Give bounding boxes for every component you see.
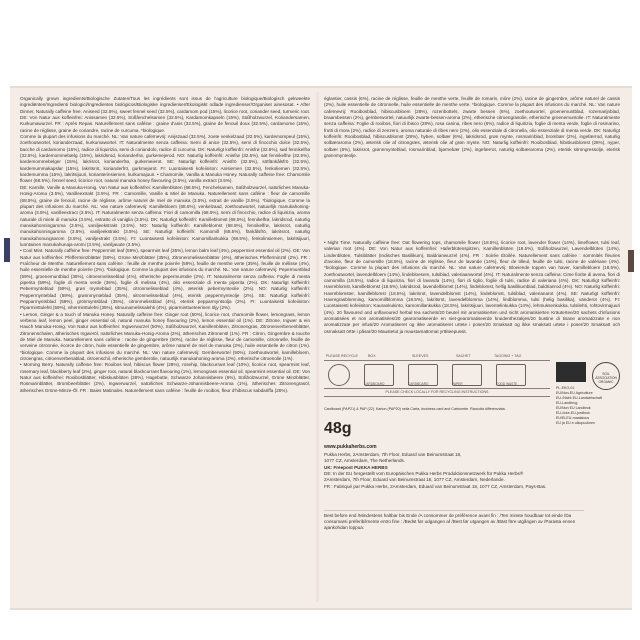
recycling-table: [324, 352, 550, 408]
material-sachet: PAPER: [452, 382, 463, 386]
eu-code-line: EU/Ei-EU-maatalous: [556, 416, 590, 420]
panel-bottom-edge: [10, 608, 632, 610]
recycling-header: [324, 352, 550, 361]
eu-organic-leaf-icon: [556, 362, 586, 382]
eu-code-line: EU ja EU:n ulkopuolinen: [556, 421, 595, 425]
eu-code-line: EU/Non EU Landbruk: [556, 406, 591, 410]
center-fold: [316, 92, 319, 602]
material-box: CARDBOARD: [364, 382, 385, 386]
left-tab: [4, 238, 10, 262]
address-line: 2Amsterdam, 7th Floor, Eduard van Beinumstraat 18, 1077 CZ, Amsterdam, Nederlande.: [324, 477, 505, 483]
ingredients-paragraph: • Cool Mint. Naturally caffeine free: Peppermint leaf (59%), spearmint leaf (35%), lemon balm leaf (4%), peppermint essential oil (2%). DE: Von Natur aus koffeinfrei: Pfefferminzblätter (59%), Grüne Minzblätter (35%), Zitronenmelissenblätter (4%), ätherisches Pfefferminzöl (2%). FR : Fraîcheur de Menthe. Naturellement sans caféine : feuille de menthe poivrée (59%), feuille de menthe verte (35%), feuille de mélisse (4%), huile essentielle de menthe poivrée (2%). *biologique. Comme la plupart des infusions du marché. NL: Van nature cafeïnevrij: Pepermuntblad (59%), groenemuntblad (35%), citroenmelisseblad (4%), etherische pepermuntolie (2%). IT: Naturalmente senza caffeina: Foglie di menta piperita (59%), foglie di menta verde (35%), foglie di melissa (4%), olio essenziale di menta piperita (2%). DK: Naturligt koffeinfri: Pebermynteblad (59%), grøn mynteblad (35%), citronmelisseblad (4%), æterisk pebermynteolie (2%). NO: Naturlig koffeinfri: Peppermynteblad (59%), grønnmynteblad (35%), sitronmelisseblad (4%), eterisk peppermynteolje (2%). SE: Naturligt koffeinfri: Pepparmyntsblad (59%), grönmyntsblad (35%), citronmelissblad (4%), eterisk pepparmyntsolja (2%). FI: Luontaisesti kofeiiniton: Piparminttulehti (59%), viherminttulehti (35%), sitruunamelissalehti (4%), piparminttueteerinen öljy (2%).: [20, 248, 310, 311]
address-line: UK: Freepost PUKKA HERBS: [324, 464, 388, 470]
eu-code-line: EU-/icke-EU-jordbruk: [556, 411, 590, 415]
eu-code-line: EU/Non-EU Agriculture: [556, 391, 593, 395]
recycle-col-sleeves: SLEEVES: [412, 354, 429, 358]
address-line: FR : Fabriqué par Pukka Herbs, 2Amsterdam, Eduard van Beinumstraat 18, 1077 CZ, Amsterdam, Pays-Bas.: [324, 483, 547, 489]
address-line: 1077 CZ, Amsterdam, The Netherlands.: [324, 458, 406, 464]
recycling-footer: PLEASE CHECK LOCALLY FOR RECYCLING INSTRUCTIONS: [324, 388, 550, 397]
website: www.pukkaherbs.com: [324, 444, 377, 450]
material-tag: FOOD WASTE: [496, 382, 518, 386]
recycle-icon: [328, 364, 350, 386]
ingredients-paragraph: • Morning Berry. Naturally caffeine free: Rooibos leaf, hibiscus flower (28%), rosehip, blackcurrant leaf (10%), licorice root, spearmint leaf, rosemary leaf, blackberry leaf (2%), ginger root, natural blackcurrant flavouring (1%), lemongrass essential oil, spearmint essential oil. DE: Von Natur aus koffeinfrei: Rooibosblätter, Hibiskusblüten (28%), Hagebutte, Schwarze Johannisbeere (6%), Süßholzwurzel, Grüne Minzblätter, Rosmarinblätter, Brombeerblätter (2%), Ingwerwurzel, natürliches Schwarze-Johannisbeere-Aroma (1%), ätherisches Zitronengrasöl, ätherisches Grüne-Minze-Öl. FR : Baies Matinales. Naturellement sans caféine : feuille de rooibos, fleur d'hibiscus sabdariffa (28%).: [20, 362, 310, 393]
eu-code-line: EU-/Nicht-EU-Landwirtschaft: [556, 396, 602, 400]
ingredients-right-column: [324, 96, 620, 238]
material-sleeve: CARDBOARD: [408, 382, 429, 386]
recycle-col-tag: TAGGING + TAG: [494, 354, 522, 358]
ingredients-paragraph: • Night Time. Naturally caffeine free: Oat flowering tops, chamomile flower (18.5%), licorice root, lavender flower (14%), limeflower, tulsi leaf, valerian root (4%). DE: Von Natur aus koffeinfrei: Haferblütenspitzen, Kamillenblüten (18.5%), Süßholzwurzel, Lavendelblüten (14%), Lindenblüten, Tulsiblätter (Indisches Basilikum), Baldrianwurzel (4%). FR : Soirée Étoilée. Naturellement sans caféine : sommités fleuries d'avoine, fleur de camomille (18.5%), racine de réglisse, fleur de lavande (14%), fleur de tilleul, feuille de tulsi, racine de valériane (4%). *biologique. Comme la plupart des infusions du marché. NL: Van nature cafeïnevrij: Bloeiende toppen van haver, kamillebloem (18.5%), zoethoutwortel, lavendelbloem (14%), lindebloesem, tulsiblad, valeriaanwortel (4%). IT: Naturalmente senza caffeina: Cime fiorite di avena, fiori di camomilla (18.5%), radice di liquirizia, fiori di lavanda (14%), fiori di tiglio, foglie di tulsi, radice di valeriana (4%). DK: Naturligt koffeinfri: Havreblomst, kamilleblomst (18.5%), lakridsrod, lavendelblomst (14%), lindeblomst, hellig basilikumblad, baldrianrod (4%). NO: Naturlig koffeinfri: Havreblomster, kamilleblomst (18.5%), lakrisrot, lavendelblomst (14%), lindeblomst, tulsiblad, valerianarot (4%). SE: Naturligt koffeinfri: Havregrasblomning, kamomillblomma (18.5%), lakritsrot, lavendelblomma (14%), lindblomma, tulsi (helig basilika), vänderot (4%). FI: Luontaisesti kofeiiniton: Kaurankukinto, kamomillankukka (18.5%), lakritsijuuri, laventelinkukka (14%), lehmuksenkukka, tulsilehti, rohtovirmajuuri (4%). 20 flavoured and unflavoured herbal tea sachets/20 beutel mit aromatisierten und nicht aromatisierten Kräutertee/20 sachets d'infusions aromatisées et non aromatisées/20 gearomatiseerde en niet-gearomatiseerde kruidenthezakjes/20 bustine di tisane aromatizzate e non aromatizzate per infusi/20 Aromatiseret og ikke aromatiseret urtete i poser/20 Smaksatt og ikke smaksatt urtete i poser/20 Smaksatt och osmaksatt örtte i påsar/20 Maustetut ja maustamattomat yrttiteepussit.: [324, 240, 620, 334]
eu-code-line: PL-EKO-01: [556, 386, 575, 390]
soil-association-logo: SOIL ASSOCIATION ORGANIC: [592, 362, 620, 390]
ingredients-paragraph: Comme la plupart des infusions du marché. NL: Van nature cafeïnevrij: Anijszaad (32.5%), zoete venkelzaad (32.5%), kardemompeul (15%), zoethoutwortel, korianderzaad, kurkumawortel. IT: Naturalmente senza caffeina: Semi di anice (32.5%), semi di finocchio dolce (32.5%), bacche di cardamomo (15%), radice di liquirizia, semi di coriandolo, radice di curcuma. DK: Naturligt koffeinfri: Anisfrø (32.5%), sød fennikelfrø (32.5%), kardemommebælg (15%), lakridsrod, korianderfrø, gurkemejerod. NO: Naturlig koffeinfri: Anisfrø (32.5%), søt fennikelfrø (32.5%), kardemommebelger (15%), lakrisrot, korianderfrø, gurkemeierot. SE: Naturligt koffeinfri: Anisfrö (32.5%), sötfänkålsfrö (32.5%), kardemummakapslar (15%), lakritsrot, korianderfrö, gurkmejarot. FI: Luontaisesti kofeiiniton: Anisiemen (32.5%), fenkoliemen (32.5%), kardemumma (15%), lakritsijuuri, korianterinsiemen, kurkumajuuri. • Chamomile, Vanilla & Manuka Honey. Naturally caffeine free: Chamomile flower (68.5%), fennel seed, licorice root, natural manuka honey flavouring (3.5%), vanilla extract (3.5%).: [20, 134, 310, 184]
eu-organic-codes: [556, 386, 620, 426]
ingredients-paragraph: Organically grown ingredients/Biologische Zutaten/Tous les ingrédients sont issus de l'agriculture biologique/Biologisch gekweekte ingrediënten/Ingredienti biologici/Ingredientes biológicos/Biologiske ingredienser/Ekologiskt odlade ingredienser/Organiset ainesosat. • After Dinner, Naturally caffeine free: Aniseed (32.5%), sweet fennel seed (32.5%), cardamom pod (15%), licorice root, coriander seed, turmeric root. DE: Von Natur aus koffeinfrei: Anissamen (32.5%), Süßfenchelsamen (32.5%), Kardamomkapseln (15%), Süßholzwurzel, Koriandersamen, Kurkumawurzel. FR : Après Repas. Naturellement sans caféine : graine d'anis (32.5%), graine de fenouil doux (32.5%), cardamome (15%), racine de réglisse, graine de coriandre, racine de curcuma. *biologique.: [20, 96, 310, 133]
ingredients-paragraph: DE: Kamille, Vanille & Manuka-Honig. Von Natur aus koffeinfrei: Kamillenblüten (68.5%), Fenchelsamen, Süßholzwurzel, natürliches Manuka-Honig-Aroma (3.5%), Vanilleextrakt (3.5%). FR : Camomille, Vanille & Miel de Manuka. Naturellement sans caféine : fleur de camomille (68.5%), graine de fenouil, racine de réglisse, arôme naturel de miel de manuka (3.5%), extrait de vanille (3.5%). *biologique. Comme la plupart des infusions du marché. NL: Van nature cafeïnevrij: Kamillebloem (68.5%), venkelzaad, zoethoutwortel, natuurlijk manukahoning-aroma (3.5%), vanilleextract (3.5%). IT: Naturalmente senza caffeina: Fiori di camomilla (68.5%), semi di finocchio, radice di liquirizia, aroma naturale di miele di manuka (3.5%), estratto di vaniglia (3.5%). DK: Naturligt koffeinfri: Kamilleblomst (68.5%), fennikelfrø, lakridsrod, naturlig manukahonningaroma (3.5%), vaniljeekstrakt (3.5%). NO: Naturlig koffeinfri: Kamilleblomst (68.5%), fennikelfrø, lakrisrot, naturlig manukahonningaroma (3.5%), vaniljeekstrakt (3.5%). SE: Naturligt koffeinfri: Kamomill (68.5%), fänkålsfrö, lakritsrot, naturlig manukahonungsarom (3.5%), vaniljextrakt (3.5%). FI: Luontaisesti kofeiiniton: Kamomillankukka (68.5%), fenkolinsiemen, lakritsijuuri, luontainen manukahunaja-aromi (3.5%), vaniljauute (3.5%).: [20, 184, 310, 247]
recycle-col-sachet: SACHET: [456, 354, 471, 358]
address-line: DE: In der EU hergestellt vom Europäischen Pukka Herbs Produktionsnetzwerk für Pukka Herbs®: [324, 471, 524, 477]
ingredients-paragraph: églantier, cassis (6%), racine de réglisse, feuille de menthe verte, feuille de romarin, mûre (2%), racine de gingembre, arôme naturel de cassis (2%), huile essentielle de citronnelle, huile essentielle de menthe verte. *biologique. Comme la plupart des infusions du marché. NL: Van nature cafeïnevrij: Rooibosblad, hibiscusbloem (28%), rozenbottels, zwarte bessen (6%), zoethoutwortel, groenemuntblad, rozemarijnblad, braambessen (2%), gemberwortel, natuurlijk zwarte-bessen-aroma (2%), etherische citroengrasolie, etherische groenemuntolie. IT: Naturalmente senza caffeina: Foglie di rooibos, fiori di ibisco (28%), rosa canina, ribes nero (6%), radice di liquirizia, foglie di menta verde, foglie di rosmarino, frutti di mora (2%), radice di zenzero, aroma naturale di ribes nero (2%), olio essenziale di citronella, olio essenziale di menta verde. DK: Naturligt koffeinfri: Rooibosblad, hibiscusblomst (28%), hyben, solbær (6%), lakridsrod, grøn mynte, rosmarinblad, brombær (2%), ingefærrod, naturlig solbæraroma (2%), æterisk olie af citrongræs, æterisk olie af grøn mynte. NO: Naturlig koffeinfri: Rooibosblad, hibiskusblomst (28%), nyper, solbær (6%), lakrisrot, grønnmynteblad, rosmarinblad, bjørnebær (2%), ingefærrot, naturlig solbæraroma (2%), eterisk sitrongressolje, eterisk grønnmynteolje.: [324, 96, 620, 159]
right-tab: [628, 250, 634, 272]
manufacturer-address: [324, 452, 614, 490]
ingredients-paragraph: • Lemon, Ginger & a touch of Manuka Honey. Naturally caffeine free: Ginger root (50%), licorice root, chamomile flower, lemongrass, lemon verbena leaf, lemon peel, ginger essential oil, natural manuka honey flavouring (2%), lemon essential oil (1%). DE: Zitrone, Ingwer & ein Hauch Manuka-Honig. Von Natur aus koffeinfrei: Ingwerwurzel (50%), Süßholzwurzel, Kamillenblüten, Zitronengras, Zitronenverbenenblätter, Zitronenschalen, ätherisches Ingweröl, natürliches Manuka-Honig-Aroma (2%), ätherisches Zitronenöl (1%). FR : Citron, Gingembre & touche de Miel de Manuka. Naturellement sans caféine : racine de gingembre (50%), racine de réglisse, fleur de camomille, citronnelle, feuille de verveine citronnée, écorce de citron, huile essentielle de gingembre, arôme naturel de miel de manuka (2%), huile essentielle de citron (1%). *biologique. Comme la plupart des infusions du marché. NL: Van nature cafeïnevrij: Gemberwortel (50%), zoethoutwortel, kamillebloem, citroengras, citroenverbenablad, citroenschil, etherische gemberolie, natuurlijk manukahoning-aroma (2%), etherische citroenolie (1%).: [20, 311, 310, 362]
address-line: Pukka Herbs, 2Amsterdam, 7th Floor, Eduard van Beinumstraat 18,: [324, 452, 462, 457]
recycle-col-box: BOX: [368, 354, 376, 358]
ingredients-left-column: [20, 96, 310, 600]
best-before-text: Best before end /Mindestens haltbar bis Ende /A consommer de préférence avant fin : /Ten minste houdbaar tot einde /Da consumarsi preferibilmente entro fine : /Bedst før udgangen af /Best før utgangen av /Bäst före utgången av /Parasta ennen ajankohdan loppua:: [324, 513, 576, 530]
please-recycle-label: PLEASE RECYCLE: [326, 354, 358, 358]
recycling-note: Cardboard (PAP21) & PAP (22), Karton (PAP20) nella Carta, business card and Cartonette. Raccolta differenziata.: [324, 407, 506, 411]
eu-code-line: EU-Landbrug: [556, 401, 578, 405]
net-weight: 48g: [324, 420, 352, 437]
best-before-box: [324, 510, 584, 545]
